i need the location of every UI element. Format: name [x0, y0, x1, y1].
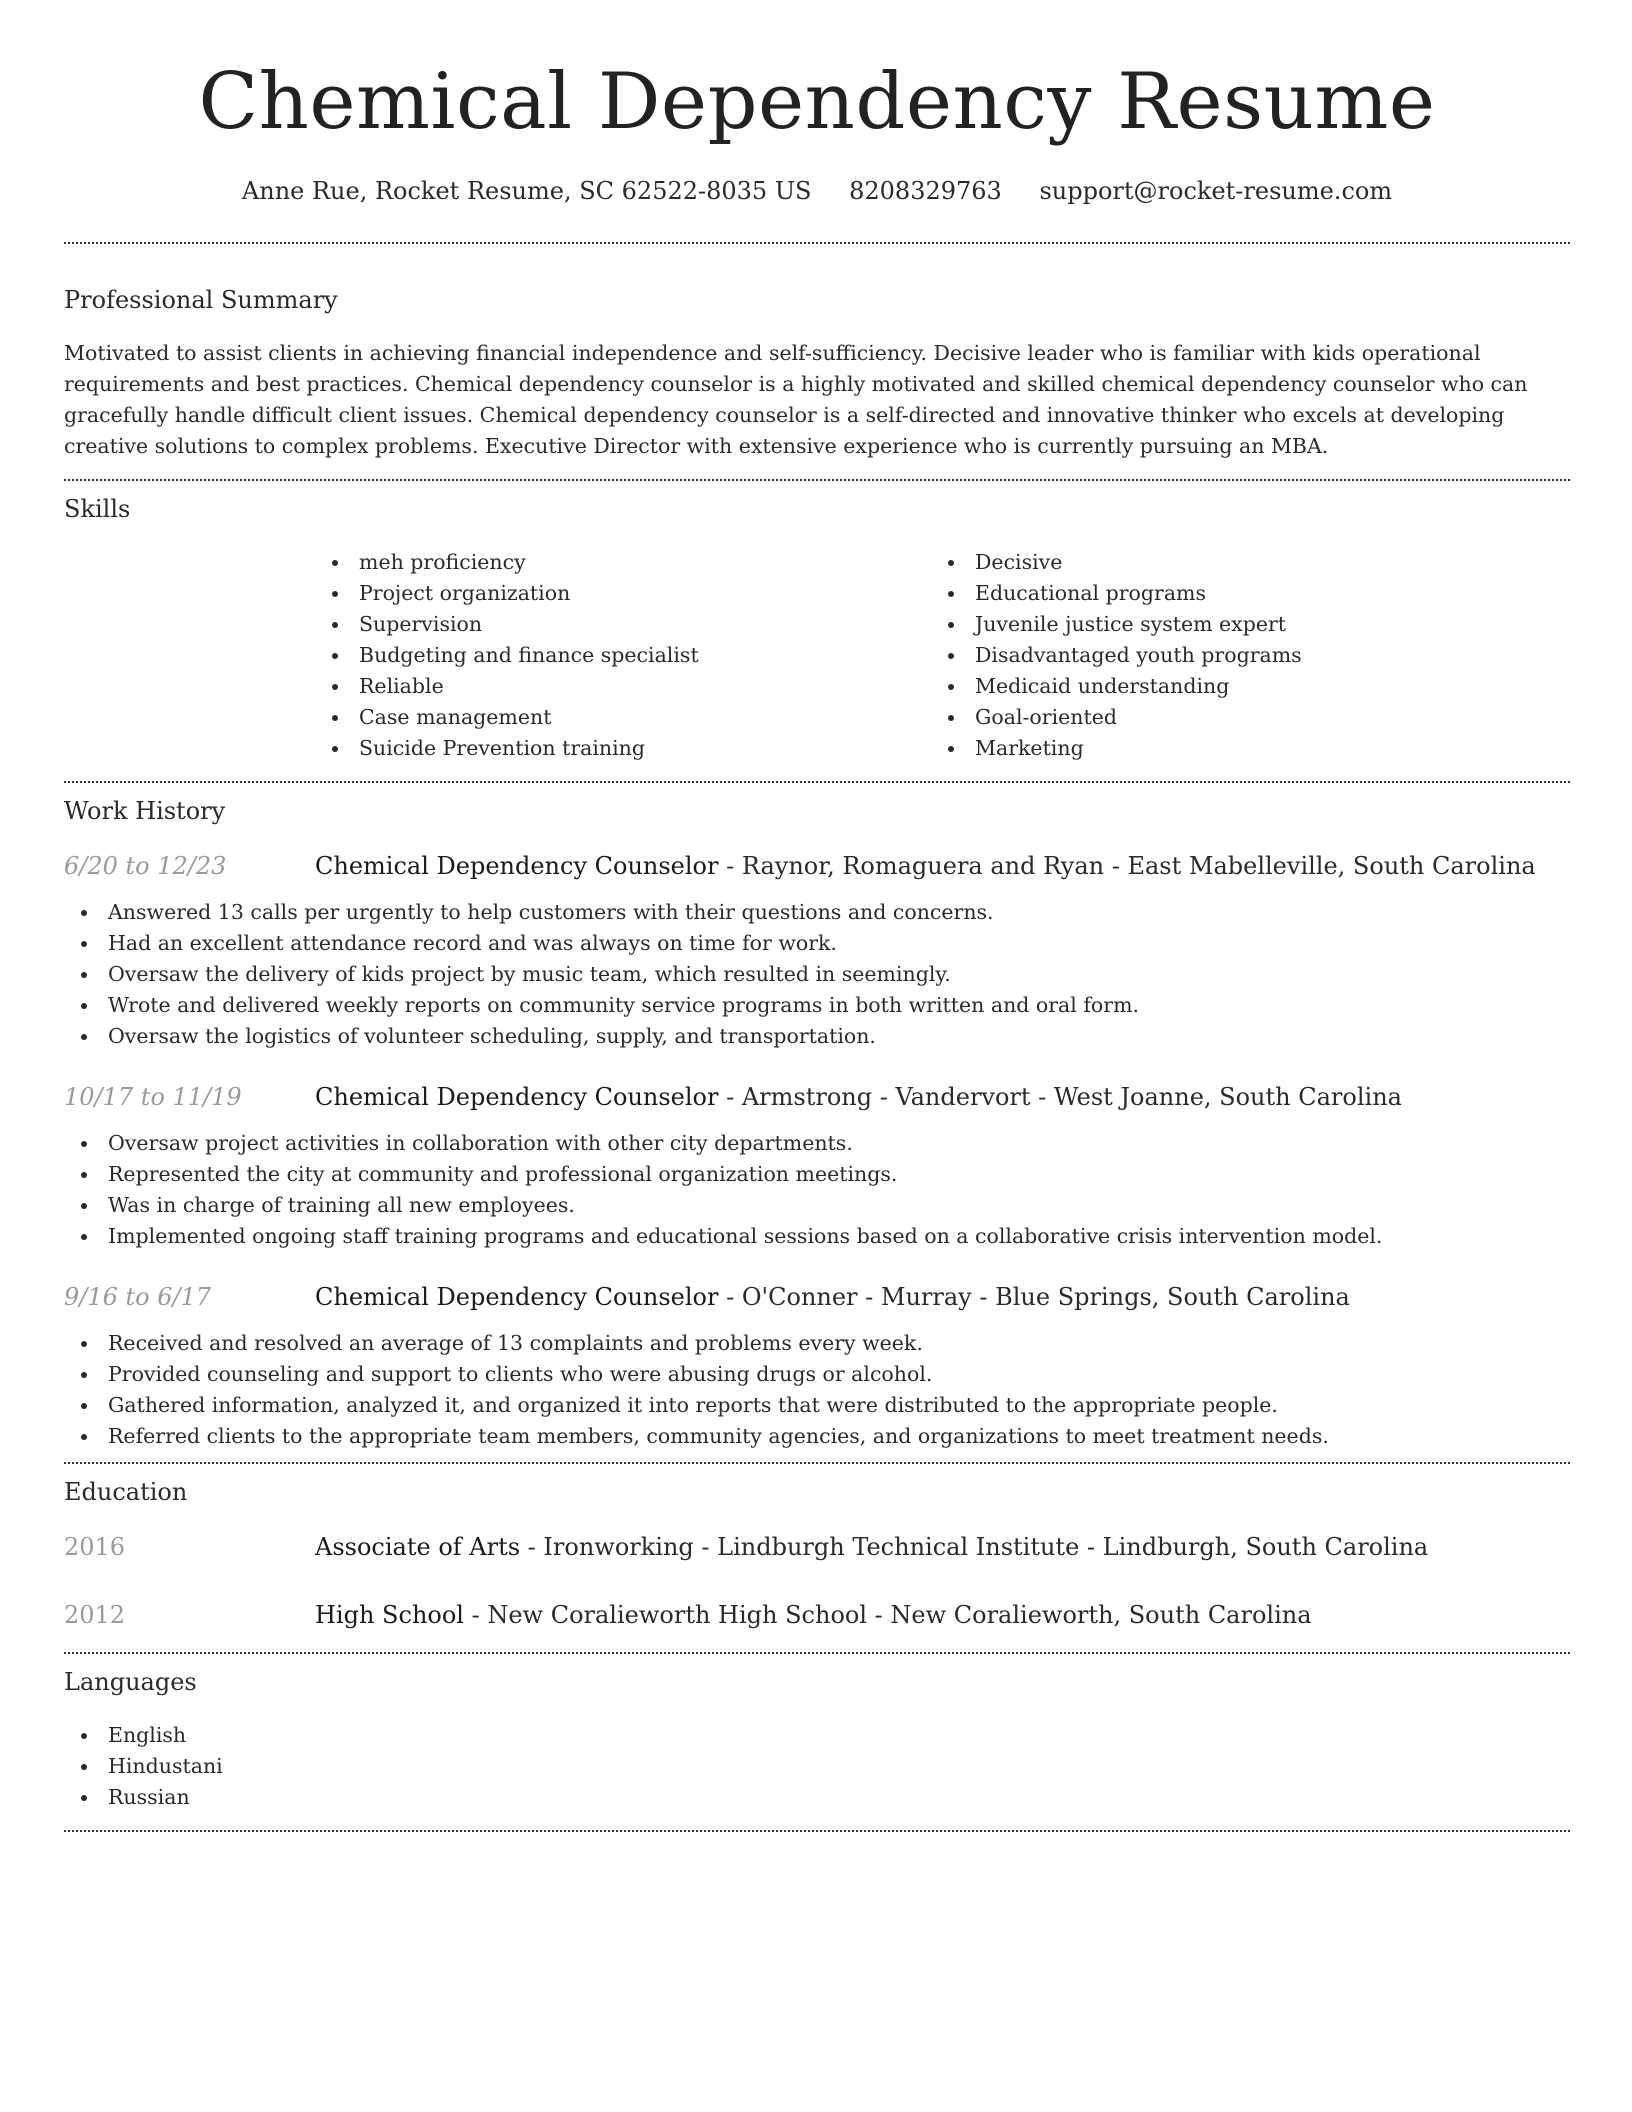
- skills-list: [315, 547, 1570, 764]
- job-heading: [315, 1080, 1402, 1114]
- section-divider: [64, 1462, 1570, 1464]
- skill-item: Medicaid understanding: [931, 671, 1547, 702]
- contact-address: Anne Rue, Rocket Resume, SC 62522-8035 US: [241, 177, 812, 205]
- summary-text: Motivated to assist clients in achieving financial independence and self-sufficiency. Decisive leader who is familiar with kids operational requirements and best practices. Chemical dependency counselor is a highly motivated and skilled chemical dependency counselor who can gracefully handle difficult client issues. Chemical dependency counselor is a self-directed and innovative thinker who excels at developing creative solutions to complex problems. Executive Director with extensive experience who is currently pursuing an MBA.: [64, 341, 1528, 458]
- education-heading-line: [315, 1530, 1428, 1564]
- skills-column-left: [315, 547, 931, 764]
- skill-item: Project organization: [315, 578, 931, 609]
- skill-item: Decisive: [931, 547, 1547, 578]
- contact-phone: 8208329763: [849, 177, 1002, 205]
- contact-email: support@rocket-resume.com: [1039, 177, 1393, 205]
- skill-item: Budgeting and finance specialist: [315, 640, 931, 671]
- job-bullet: Implemented ongoing staff training programs and educational sessions based on a collaborative crisis intervention model.: [64, 1221, 1570, 1252]
- job-bullet: Answered 13 calls per urgently to help customers with their questions and concerns.: [64, 897, 1570, 928]
- education-year: 2016: [64, 1533, 126, 1561]
- languages-list: [64, 1720, 1570, 1813]
- job-title: Chemical Dependency Counselor: [315, 1283, 719, 1311]
- skills-column-right: [931, 547, 1547, 764]
- job-entry: [64, 1280, 1570, 1452]
- skill-item: Reliable: [315, 671, 931, 702]
- job-bullet: Oversaw project activities in collaboration with other city departments.: [64, 1128, 1570, 1159]
- education-school: - Ironworking - Lindburgh Technical Institute - Lindburgh, South Carolina: [520, 1533, 1429, 1561]
- education-entry: [64, 1530, 1570, 1564]
- job-bullet: Had an excellent attendance record and was always on time for work.: [64, 928, 1570, 959]
- job-title: Chemical Dependency Counselor: [315, 852, 719, 880]
- job-employer: - O'Conner - Murray - Blue Springs, South Carolina: [718, 1283, 1350, 1311]
- education-school: - New Coralieworth High School - New Coralieworth, South Carolina: [463, 1601, 1312, 1629]
- section-divider: [64, 1830, 1570, 1832]
- job-bullet: Oversaw the logistics of volunteer scheduling, supply, and transportation.: [64, 1021, 1570, 1052]
- job-entry: [64, 1080, 1570, 1252]
- job-bullets: [64, 897, 1570, 1052]
- resume-page: [64, 0, 1570, 1832]
- skill-item: meh proficiency: [315, 547, 931, 578]
- page-title: Chemical Dependency Resume: [198, 57, 1436, 147]
- job-bullet: Referred clients to the appropriate team members, community agencies, and organizations to meet treatment needs.: [64, 1421, 1570, 1452]
- skills-heading: Skills: [64, 495, 131, 523]
- job-bullets: [64, 1128, 1570, 1252]
- language-item: English: [64, 1720, 1570, 1751]
- job-employer: - Armstrong - Vandervort - West Joanne, South Carolina: [718, 1083, 1402, 1111]
- section-divider: [64, 479, 1570, 481]
- languages-heading: Languages: [64, 1668, 197, 1696]
- language-item: Russian: [64, 1782, 1570, 1813]
- job-bullet: Provided counseling and support to clients who were abusing drugs or alcohol.: [64, 1359, 1570, 1390]
- job-bullet: Was in charge of training all new employees.: [64, 1190, 1570, 1221]
- education-heading: Education: [64, 1478, 188, 1506]
- summary-heading: Professional Summary: [64, 286, 338, 314]
- education-degree: High School: [315, 1601, 464, 1629]
- education-year: 2012: [64, 1601, 126, 1629]
- skill-item: Marketing: [931, 733, 1547, 764]
- job-title: Chemical Dependency Counselor: [315, 1083, 719, 1111]
- contact-line: [64, 174, 1570, 208]
- skill-item: Disadvantaged youth programs: [931, 640, 1547, 671]
- skill-item: Educational programs: [931, 578, 1547, 609]
- section-divider: [64, 242, 1570, 244]
- section-divider: [64, 1652, 1570, 1654]
- job-bullet: Represented the city at community and professional organization meetings.: [64, 1159, 1570, 1190]
- job-bullet: Gathered information, analyzed it, and organized it into reports that were distributed to the appropriate people.: [64, 1390, 1570, 1421]
- skill-item: Supervision: [315, 609, 931, 640]
- skill-item: Case management: [315, 702, 931, 733]
- job-bullets: [64, 1328, 1570, 1452]
- skill-item: Suicide Prevention training: [315, 733, 931, 764]
- language-item: Hindustani: [64, 1751, 1570, 1782]
- skill-item: Juvenile justice system expert: [931, 609, 1547, 640]
- education-heading-line: [315, 1598, 1312, 1632]
- job-dates: 10/17 to 11/19: [64, 1083, 242, 1111]
- education-entry: [64, 1598, 1570, 1632]
- job-bullet: Wrote and delivered weekly reports on community service programs in both written and oral form.: [64, 990, 1570, 1021]
- job-bullet: Oversaw the delivery of kids project by music team, which resulted in seemingly.: [64, 959, 1570, 990]
- job-heading: [315, 849, 1536, 883]
- job-dates: 6/20 to 12/23: [64, 852, 227, 880]
- section-divider: [64, 781, 1570, 783]
- job-heading: [315, 1280, 1350, 1314]
- education-degree: Associate of Arts: [315, 1533, 521, 1561]
- job-bullet: Received and resolved an average of 13 complaints and problems every week.: [64, 1328, 1570, 1359]
- job-entry: [64, 849, 1570, 1052]
- work-heading: Work History: [64, 797, 226, 825]
- skill-item: Goal-oriented: [931, 702, 1547, 733]
- job-dates: 9/16 to 6/17: [64, 1283, 212, 1311]
- job-employer: - Raynor, Romaguera and Ryan - East Mabelleville, South Carolina: [718, 852, 1536, 880]
